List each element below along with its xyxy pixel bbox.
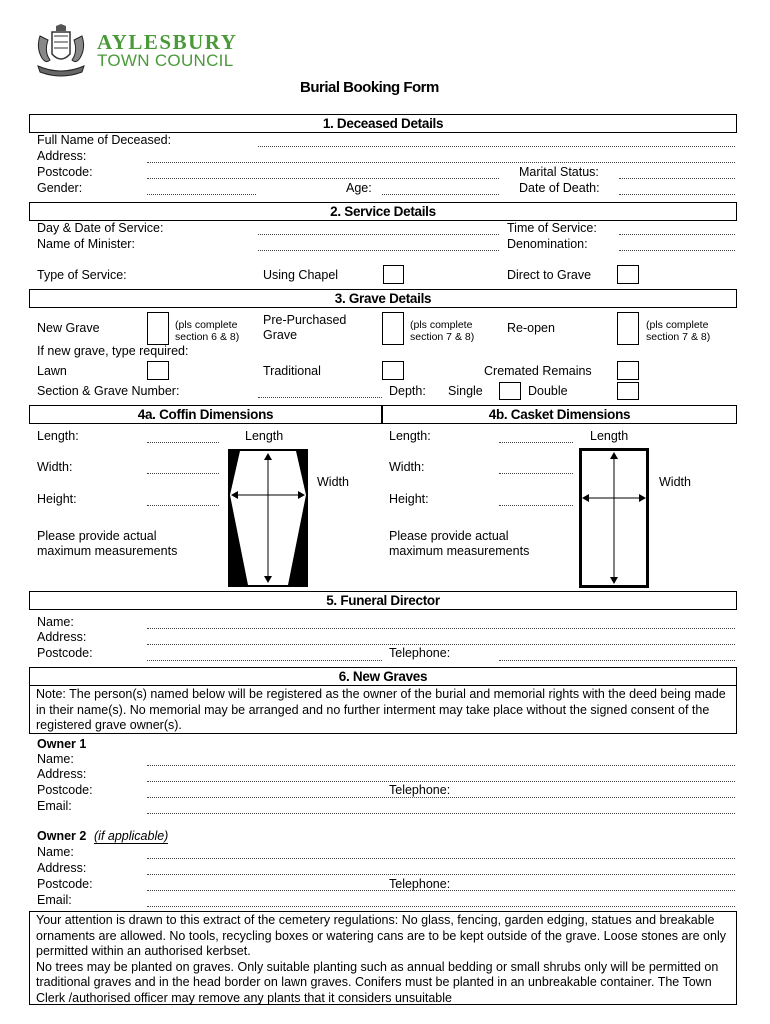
owner1-email-label: Email: [37,799,72,813]
denomination-label: Denomination: [507,237,588,251]
owner1-postcode-label: Postcode: [37,783,93,797]
pre-purchased-checkbox[interactable] [382,312,404,345]
regulations-paragraph-1: Your attention is drawn to this extract of the cemetery regulations: No glass, fencing, garden edging, statues and breakable ornaments are allowed. No tools, recycling boxes or watering cans are to be kept outside of the grave. Loose stones are only permitted within an authorised kerbset. [36,913,726,958]
coffin-diagram-width-label: Width [317,475,349,489]
lawn-label: Lawn [37,364,67,378]
address-label: Address: [37,149,87,163]
minister-label: Name of Minister: [37,237,135,251]
age-label: Age: [346,181,372,195]
reopen-note: (pls complete section 7 & 8) [646,319,711,343]
new-grave-label: New Grave [37,321,100,335]
section-3-header: 3. Grave Details [29,289,737,308]
double-label: Double [528,384,568,398]
service-time-label: Time of Service: [507,221,597,235]
owner2-address-field[interactable] [147,874,735,875]
coffin-length-field[interactable] [147,442,219,443]
pre-purchased-note: (pls complete section 7 & 8) [410,319,475,343]
casket-height-label: Height: [389,492,429,506]
org-name-line1: AYLESBURY [97,30,238,54]
gender-label: Gender: [37,181,83,195]
owner2-heading: Owner 2 [37,829,87,843]
section-4a-header: 4a. Coffin Dimensions [29,405,382,424]
using-chapel-checkbox[interactable] [383,265,404,284]
section-1-header: 1. Deceased Details [29,114,737,133]
owner2-email-field[interactable] [147,906,735,907]
date-of-death-field[interactable] [619,194,735,195]
owner1-telephone-label: Telephone: [389,783,451,797]
service-date-label: Day & Date of Service: [37,221,164,235]
section-4b-header: 4b. Casket Dimensions [382,405,737,424]
owner2-postcode-label: Postcode: [37,877,93,891]
coffin-height-label: Height: [37,492,77,506]
new-graves-note: Note: The person(s) named below will be registered as the owner of the burial and memorial rights with the deed being made in their name(s). No memorial may be arranged and no further interment may take place without the signed consent of the registered grave owner(s). [29,685,737,734]
casket-length-label: Length: [389,429,431,443]
section-6-header: 6. New Graves [29,667,737,686]
date-of-death-label: Date of Death: [519,181,600,195]
pre-purchased-label: Pre-Purchased Grave [263,313,347,342]
using-chapel-label: Using Chapel [263,268,339,282]
owner2-address-label: Address: [37,861,87,875]
single-label: Single [448,384,483,398]
service-date-field[interactable] [258,234,499,235]
section-grave-number-field[interactable] [258,397,382,398]
coffin-length-label: Length: [37,429,79,443]
denomination-field[interactable] [619,250,735,251]
coffin-shape-diagram [228,449,308,587]
owner2-if-applicable: (if applicable) [94,829,169,843]
director-name-label: Name: [37,615,74,629]
director-postcode-label: Postcode: [37,646,93,660]
owner1-address-label: Address: [37,767,87,781]
coffin-diagram-length-label: Length [245,429,284,443]
minister-field[interactable] [258,250,499,251]
direct-to-grave-checkbox[interactable] [617,265,639,284]
director-telephone-label: Telephone: [389,646,451,660]
cemetery-regulations [29,911,737,1005]
full-name-field[interactable] [258,146,735,147]
marital-status-field[interactable] [619,178,735,179]
form-title: Burial Booking Form [300,79,439,96]
casket-diagram-length-label: Length [590,429,629,443]
postcode-label: Postcode: [37,165,93,179]
casket-note: Please provide actual maximum measurements [389,529,530,558]
service-type-label: Type of Service: [37,268,127,282]
new-grave-note: (pls complete section 6 & 8) [175,319,240,343]
depth-label: Depth: [389,384,426,398]
new-grave-checkbox[interactable] [147,312,169,345]
director-telephone-field[interactable] [499,660,735,661]
gender-field[interactable] [147,194,256,195]
direct-to-grave-label: Direct to Grave [507,268,592,282]
coat-of-arms-logo [32,24,90,78]
grave-type-label: If new grave, type required: [37,344,189,358]
cremated-remains-checkbox[interactable] [617,361,639,380]
traditional-label: Traditional [263,364,321,378]
owner1-name-field[interactable] [147,765,735,766]
full-name-label: Full Name of Deceased: [37,133,172,147]
owner2-name-label: Name: [37,845,74,859]
owner1-name-label: Name: [37,752,74,766]
coffin-height-field[interactable] [147,505,219,506]
casket-height-field[interactable] [499,505,573,506]
director-postcode-field[interactable] [147,660,382,661]
owner1-address-field[interactable] [147,781,735,782]
double-depth-checkbox[interactable] [617,382,639,400]
casket-width-field[interactable] [499,473,573,474]
lawn-checkbox[interactable] [147,361,169,380]
owner2-name-field[interactable] [147,858,735,859]
casket-diagram-width-label: Width [659,475,691,489]
director-address-label: Address: [37,630,87,644]
section-5-header: 5. Funeral Director [29,591,737,610]
reopen-checkbox[interactable] [617,312,639,345]
postcode-field[interactable] [147,178,499,179]
owner1-heading: Owner 1 [37,737,87,751]
org-name-line2: TOWN COUNCIL [97,51,234,70]
casket-length-field[interactable] [499,442,573,443]
service-time-field[interactable] [619,234,735,235]
owner1-email-field[interactable] [147,813,735,814]
section-grave-number-label: Section & Grave Number: [37,384,180,398]
coffin-note: Please provide actual maximum measurements [37,529,178,558]
director-name-field[interactable] [147,628,735,629]
reopen-label: Re-open [507,321,555,335]
owner2-email-label: Email: [37,893,72,907]
address-field[interactable] [147,162,735,163]
single-depth-checkbox[interactable] [499,382,521,400]
owner2-telephone-label: Telephone: [389,877,451,891]
traditional-checkbox[interactable] [382,361,404,380]
director-address-field[interactable] [147,644,735,645]
coffin-width-label: Width: [37,460,73,474]
casket-width-label: Width: [389,460,425,474]
marital-status-label: Marital Status: [519,165,599,179]
owner1-postcode-field[interactable] [147,797,735,798]
age-field[interactable] [382,194,499,195]
cremated-remains-label: Cremated Remains [484,364,592,378]
section-2-header: 2. Service Details [29,202,737,221]
casket-shape-diagram [579,448,649,588]
regulations-paragraph-2: No trees may be planted on graves. Only suitable planting such as annual bedding or small shrubs only will be permitted on traditional graves and in the head border on lawn graves. Conifers must be planted in an unbreakable container. The Town Clerk /authorised officer may remove any plants that it considers unsuitable [36,959,719,1005]
coffin-width-field[interactable] [147,473,219,474]
